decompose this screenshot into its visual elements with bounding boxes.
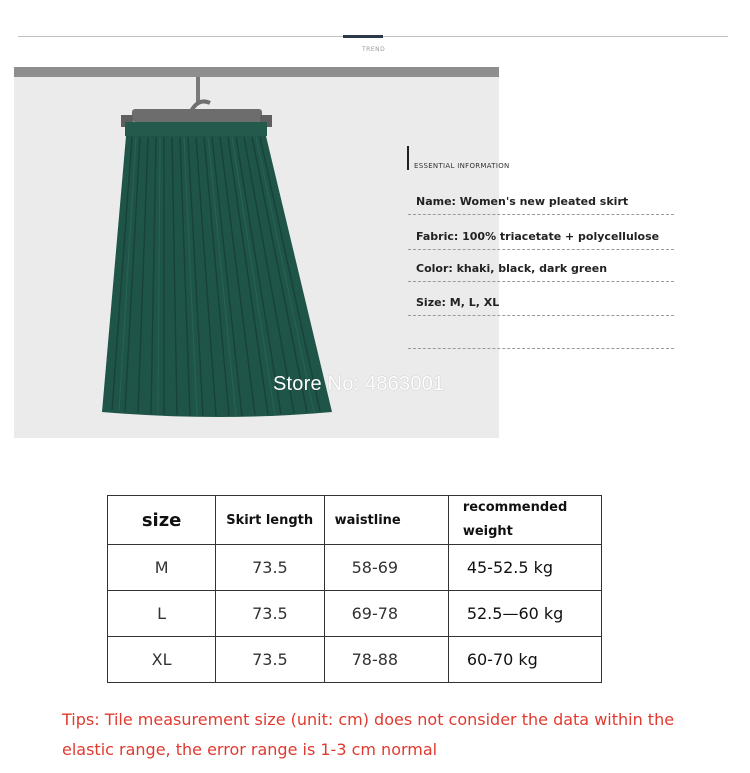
table-cell: L xyxy=(108,591,216,637)
table-cell: 60-70 kg xyxy=(448,637,601,683)
info-row-text: Fabric: 100% triacetate + polycellulose xyxy=(416,230,660,243)
measurement-tips: Tips: Tile measurement size (unit: cm) does not consider the data within the elastic range, the error range is 1-3 cm normal xyxy=(62,710,675,759)
table-header-row xyxy=(108,496,602,545)
table-cell: 52.5—60 kg xyxy=(448,591,601,637)
hanging-rail xyxy=(14,67,499,77)
table-header-cell: size xyxy=(108,496,216,545)
table-cell: 73.5 xyxy=(216,545,324,591)
table-header-cell: Skirt length xyxy=(216,496,324,545)
info-row-size xyxy=(408,295,674,316)
trend-label: TREND xyxy=(362,46,386,53)
hanger-hook xyxy=(196,77,200,103)
hanger-bar xyxy=(132,109,262,122)
table-row xyxy=(108,591,602,637)
info-row-color xyxy=(408,261,674,282)
table-header-cell: recommended weight xyxy=(448,496,601,545)
info-row-text: Name: Women's new pleated skirt xyxy=(416,195,629,208)
table-cell: 58-69 xyxy=(324,545,448,591)
table-row xyxy=(108,545,602,591)
info-section-marker xyxy=(407,146,409,170)
info-row-empty xyxy=(408,328,674,349)
info-row-text: Size: M, L, XL xyxy=(416,296,500,309)
table-row xyxy=(108,637,602,683)
table-cell: 69-78 xyxy=(324,591,448,637)
table-cell: 73.5 xyxy=(216,637,324,683)
table-header-cell: waistline xyxy=(324,496,448,545)
store-watermark: Store No: 4863001 xyxy=(273,373,445,395)
table-cell: 73.5 xyxy=(216,591,324,637)
top-divider-accent xyxy=(343,35,383,38)
info-section-title: ESSENTIAL INFORMATION xyxy=(414,162,510,170)
info-row-text: Color: khaki, black, dark green xyxy=(416,262,608,275)
table-cell: 45-52.5 kg xyxy=(448,545,601,591)
info-row-fabric xyxy=(408,229,674,250)
product-photo xyxy=(14,67,499,438)
table-cell: 78-88 xyxy=(324,637,448,683)
size-chart-table xyxy=(107,495,602,683)
table-cell: XL xyxy=(108,637,216,683)
skirt-waistband xyxy=(125,122,267,136)
table-cell: M xyxy=(108,545,216,591)
info-row-name xyxy=(408,194,674,215)
